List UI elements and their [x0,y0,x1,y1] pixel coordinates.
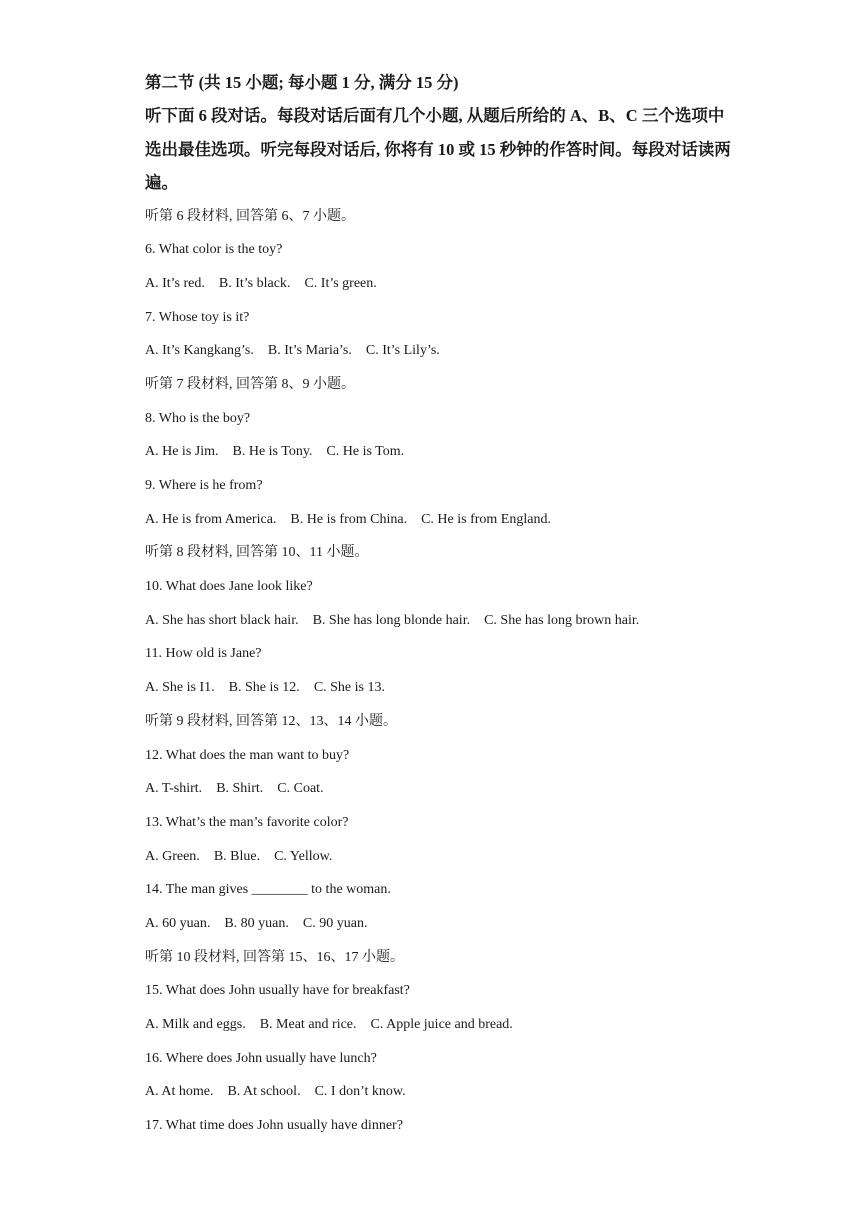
answer-option: A. Green. [145,848,200,864]
answer-options [145,435,735,469]
question-text: 13. What’s the man’s favorite color? [145,814,349,830]
answer-option: A. T-shirt. [145,781,203,797]
material-instruction: 听第 7 段材料, 回答第 8、9 小题。 [145,376,355,392]
answer-option: A. It’s red. [145,275,205,291]
answer-option: C. She has long brown hair. [484,612,640,628]
answer-option: A. 60 yuan. [145,915,211,931]
question-text: 17. What time does John usually have dinner? [145,1118,403,1134]
answer-option: B. He is Tony. [232,444,313,460]
question-text: 8. Who is the boy? [145,410,251,426]
answer-option: A. He is Jim. [145,444,219,460]
answer-option: C. I don’t know. [314,1084,406,1100]
answer-option: C. She is 13. [313,680,385,696]
answer-option: C. 90 yuan. [302,915,368,931]
answer-option: C. It’s Lily’s. [365,343,440,359]
answer-options [145,503,735,537]
question-text: 16. Where does John usually have lunch? [145,1050,377,1066]
answer-option: B. He is from China. [290,511,408,527]
question-text: 7. Whose toy is it? [145,309,250,325]
answer-option: B. Shirt. [216,781,264,797]
answer-option: A. She is I1. [145,680,215,696]
answer-option: A. At home. [145,1084,214,1100]
material-instruction: 听第 10 段材料, 回答第 15、16、17 小题。 [145,949,404,965]
answer-options [145,907,735,941]
question-text: 9. Where is he from? [145,478,263,493]
question-text: 11. How old is Jane? [145,646,262,662]
answer-option: B. It’s Maria’s. [267,343,352,359]
question-list [145,200,735,1143]
section-instructions: 听下面 6 段对话。每段对话后面有几个小题, 从题后所给的 A、B、C 三个选项中选出最佳选项。听完每段对话后, 你将有 10 或 15 秒钟的作答时间。每段对话读两遍。 [145,106,731,192]
answer-option: A. It’s Kangkang’s. [145,343,254,359]
answer-options [145,1008,735,1042]
question-text: 14. The man gives ________ to the woman. [145,882,391,898]
question-text: 12. What does the man want to buy? [145,747,350,763]
answer-option: A. Milk and eggs. [145,1017,246,1032]
answer-options [145,772,735,806]
section-heading: 第二节 (共 15 小题; 每小题 1 分, 满分 15 分) [145,73,459,92]
answer-option: B. It’s black. [218,275,291,291]
answer-option: C. Yellow. [274,848,333,864]
question-text: 6. What color is the toy? [145,242,283,258]
answer-option: B. Blue. [213,848,261,864]
question-text: 15. What does John usually have for breakfast? [145,983,410,999]
answer-option: B. 80 yuan. [224,915,289,931]
answer-options [145,267,735,301]
answer-option: C. It’s green. [304,275,377,291]
answer-option: B. Meat and rice. [259,1017,357,1032]
answer-options [145,671,735,705]
material-instruction: 听第 8 段材料, 回答第 10、11 小题。 [145,545,369,561]
answer-options [145,334,735,368]
answer-options [145,840,735,874]
answer-option: B. She is 12. [228,680,300,696]
answer-option: A. He is from America. [145,511,277,527]
answer-option: B. At school. [227,1084,301,1100]
question-text: 10. What does Jane look like? [145,579,313,595]
document-page [145,66,735,1143]
answer-options [145,1075,735,1109]
answer-options [145,604,735,638]
answer-option: C. He is from England. [421,511,551,527]
answer-option: C. Coat. [277,781,324,797]
answer-option: B. She has long blonde hair. [312,612,471,628]
material-instruction: 听第 6 段材料, 回答第 6、7 小题。 [145,208,355,224]
answer-option: C. Apple juice and bread. [370,1017,513,1032]
answer-option: C. He is Tom. [326,444,405,460]
material-instruction: 听第 9 段材料, 回答第 12、13、14 小题。 [145,713,397,729]
answer-option: A. She has short black hair. [145,612,299,628]
